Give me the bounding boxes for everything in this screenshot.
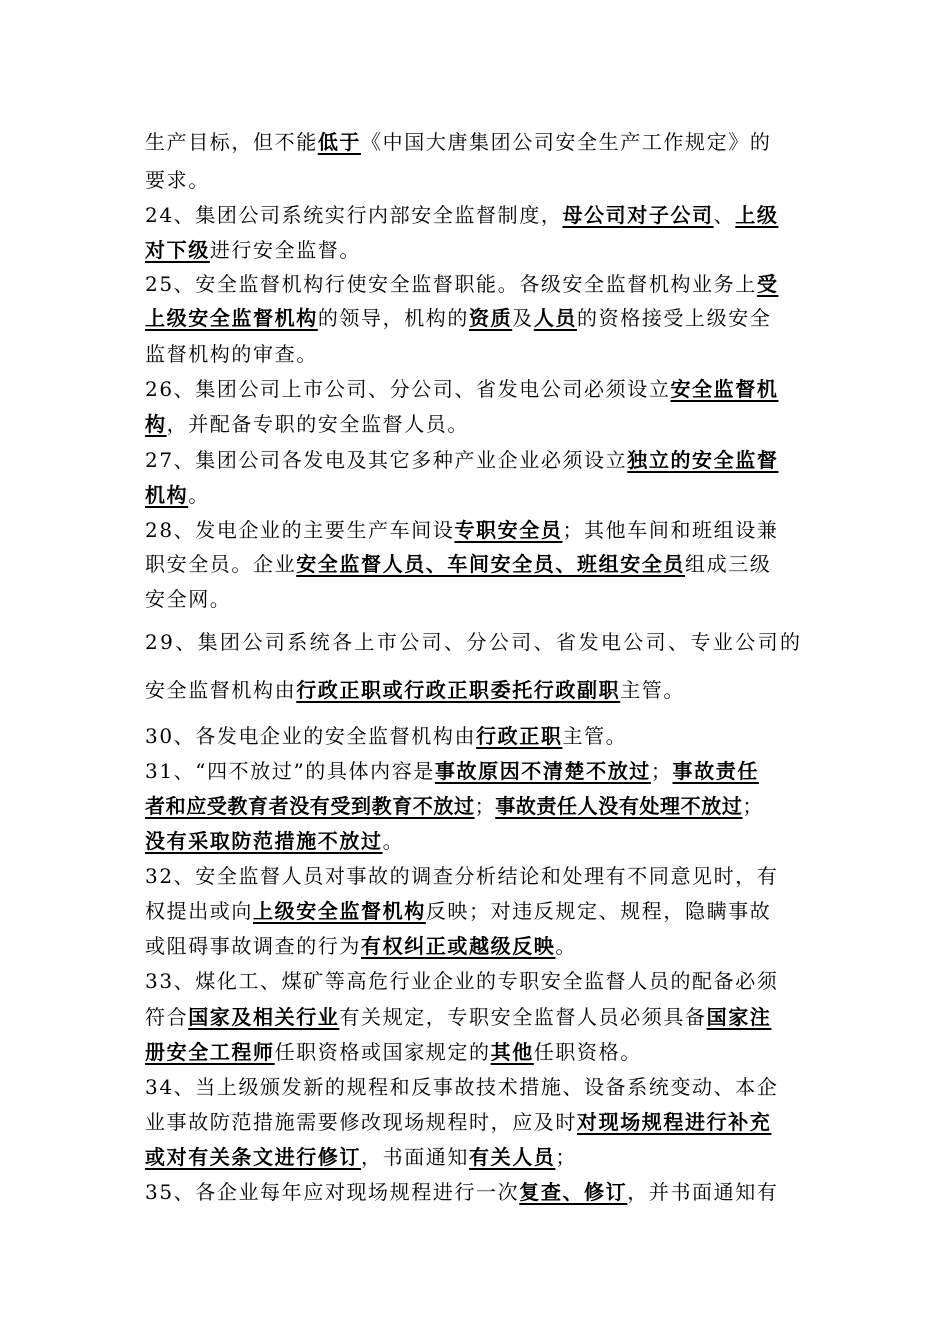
- underlined-answer: 册安全工程师: [145, 1040, 275, 1064]
- text-segment: 。: [382, 829, 405, 853]
- text-line: [145, 759, 759, 783]
- underlined-answer: 专职安全员: [454, 518, 563, 542]
- underlined-answer: 对现场规程进行补充: [577, 1110, 772, 1134]
- text-line: [145, 448, 778, 472]
- text-segment: ，并书面通知有: [627, 1180, 779, 1204]
- text-line: [145, 864, 778, 888]
- text-segment: 反映；对违反规定、规程，隐瞒事故: [425, 899, 772, 923]
- underlined-answer: 独立的安全监督: [627, 448, 779, 472]
- text-line: [145, 1145, 577, 1169]
- text-line: [145, 678, 685, 702]
- text-segment: 。: [188, 483, 210, 507]
- text-line: [145, 412, 469, 436]
- underlined-answer: 上级: [735, 203, 779, 227]
- underlined-answer: 受: [756, 272, 779, 296]
- text-line: [145, 587, 231, 611]
- text-segment: 组成三级: [685, 552, 772, 576]
- text-segment: 及: [512, 306, 534, 330]
- text-line: [145, 272, 778, 296]
- text-segment: 主管。: [620, 678, 686, 702]
- text-line: [145, 1040, 642, 1064]
- underlined-answer: 对下级: [145, 238, 210, 262]
- underlined-answer: 复查、修订: [519, 1180, 628, 1204]
- underlined-answer: 安全监督人员、车间安全员、班组安全员: [296, 552, 686, 576]
- text-line: [145, 1075, 778, 1099]
- text-segment: 有关规定，专职安全监督人员必须具备: [339, 1005, 707, 1029]
- text-line: [145, 1005, 771, 1029]
- underlined-answer: 母公司对子公司: [562, 203, 714, 227]
- text-segment: 29、集团公司系统各上市公司、分公司、省发电公司、专业公司的: [145, 630, 803, 654]
- text-line: [145, 342, 318, 366]
- underlined-answer: 事故原因不清楚不放过: [434, 759, 651, 783]
- text-line: [145, 724, 627, 748]
- underlined-answer: 没有采取防范措施不放过: [145, 829, 383, 853]
- underlined-answer: 行政正职: [476, 724, 563, 748]
- text-line: [145, 377, 778, 401]
- text-segment: 28、发电企业的主要生产车间设: [145, 518, 455, 542]
- text-segment: 或阻碍事故调查的行为: [145, 934, 361, 958]
- text-segment: 职安全员。企业: [145, 552, 297, 576]
- underlined-answer: 者和应受教育者没有受到教育不放过: [145, 794, 475, 818]
- text-segment: 业事故防范措施需要修改现场规程时，应及时: [145, 1110, 577, 1134]
- underlined-answer: 国家及相关行业: [188, 1005, 340, 1029]
- underlined-answer: 行政正职或行政正职委托行政副职: [296, 678, 621, 702]
- underlined-answer: 事故责任: [672, 759, 759, 783]
- text-segment: 35、各企业每年应对现场规程进行一次: [145, 1180, 520, 1204]
- text-segment: 33、煤化工、煤矿等高危行业企业的专职安全监督人员的配备必须: [145, 969, 779, 993]
- text-segment: 30、各发电企业的安全监督机构由: [145, 724, 477, 748]
- text-line: [145, 1180, 778, 1204]
- text-segment: 监督机构的审查。: [145, 342, 318, 366]
- text-segment: 符合: [145, 1005, 189, 1029]
- text-line: [145, 552, 771, 576]
- text-segment: 进行安全监督。: [209, 238, 362, 262]
- text-segment: 34、当上级颁发新的规程和反事故技术措施、设备系统变动、本企: [145, 1075, 779, 1099]
- text-segment: 任职资格。: [533, 1040, 642, 1064]
- underlined-answer: 人员: [533, 306, 578, 330]
- text-line: [145, 306, 771, 330]
- text-line: [145, 899, 771, 923]
- text-line: [145, 969, 778, 993]
- text-segment: 安全网。: [145, 587, 232, 611]
- text-segment: 32、安全监督人员对事故的调查分析结论和处理有不同意见时，有: [145, 864, 779, 888]
- text-segment: 《中国大唐集团公司安全生产工作规定》的: [361, 130, 772, 154]
- text-segment: 的领导，机构的: [317, 306, 470, 330]
- text-segment: ；: [555, 1145, 578, 1169]
- text-segment: 27、集团公司各发电及其它多种产业企业必须设立: [145, 448, 628, 472]
- text-line: [145, 130, 771, 154]
- underlined-answer: 资质: [469, 306, 513, 330]
- text-line: [145, 1110, 771, 1134]
- underlined-answer: 上级安全监督机构: [145, 306, 318, 330]
- underlined-answer: 上级安全监督机构: [253, 899, 426, 923]
- underlined-answer: 有权纠正或越级反映: [361, 934, 556, 958]
- underlined-answer: 或对有关条文进行修订: [145, 1145, 361, 1169]
- text-segment: 、: [713, 203, 736, 227]
- text-segment: 31、“四不放过”的具体内容是: [145, 759, 435, 783]
- underlined-answer: 安全监督机: [670, 377, 779, 401]
- text-line: [145, 794, 763, 818]
- text-segment: 要求。: [145, 168, 210, 192]
- text-segment: 26、集团公司上市公司、分公司、省发电公司必须设立: [145, 377, 671, 401]
- underlined-answer: 低于: [317, 130, 362, 154]
- underlined-answer: 其他: [490, 1040, 534, 1064]
- text-segment: 。: [555, 934, 578, 958]
- underlined-answer: 机构: [145, 483, 189, 507]
- underlined-answer: 国家注: [706, 1005, 772, 1029]
- text-segment: ；: [650, 759, 673, 783]
- underlined-answer: 事故责任人没有处理不放过: [495, 794, 743, 818]
- underlined-answer: 构: [145, 412, 167, 436]
- text-segment: 主管。: [562, 724, 628, 748]
- text-line: [145, 483, 210, 507]
- text-segment: 的资格接受上级安全: [577, 306, 772, 330]
- text-line: [145, 238, 361, 262]
- text-line: [145, 168, 210, 192]
- text-segment: ；其他车间和班组设兼: [562, 518, 779, 542]
- text-segment: ；: [742, 794, 764, 818]
- text-line: [145, 630, 802, 654]
- text-segment: 权提出或向: [145, 899, 253, 923]
- text-segment: 生产目标，但不能: [145, 130, 318, 154]
- text-segment: ，书面通知: [361, 1145, 469, 1169]
- text-segment: 25、安全监督机构行使安全监督职能。各级安全监督机构业务上: [145, 272, 757, 296]
- text-segment: 24、集团公司系统实行内部安全监督制度，: [145, 203, 563, 227]
- text-line: [145, 203, 778, 227]
- underlined-answer: 有关人员: [469, 1145, 556, 1169]
- text-segment: 任职资格或国家规定的: [274, 1040, 491, 1064]
- text-segment: ；: [474, 794, 496, 818]
- text-line: [145, 518, 778, 542]
- text-segment: 安全监督机构由: [145, 678, 297, 702]
- text-line: [145, 934, 577, 958]
- text-line: [145, 829, 404, 853]
- text-segment: ，并配备专职的安全监督人员。: [166, 412, 470, 436]
